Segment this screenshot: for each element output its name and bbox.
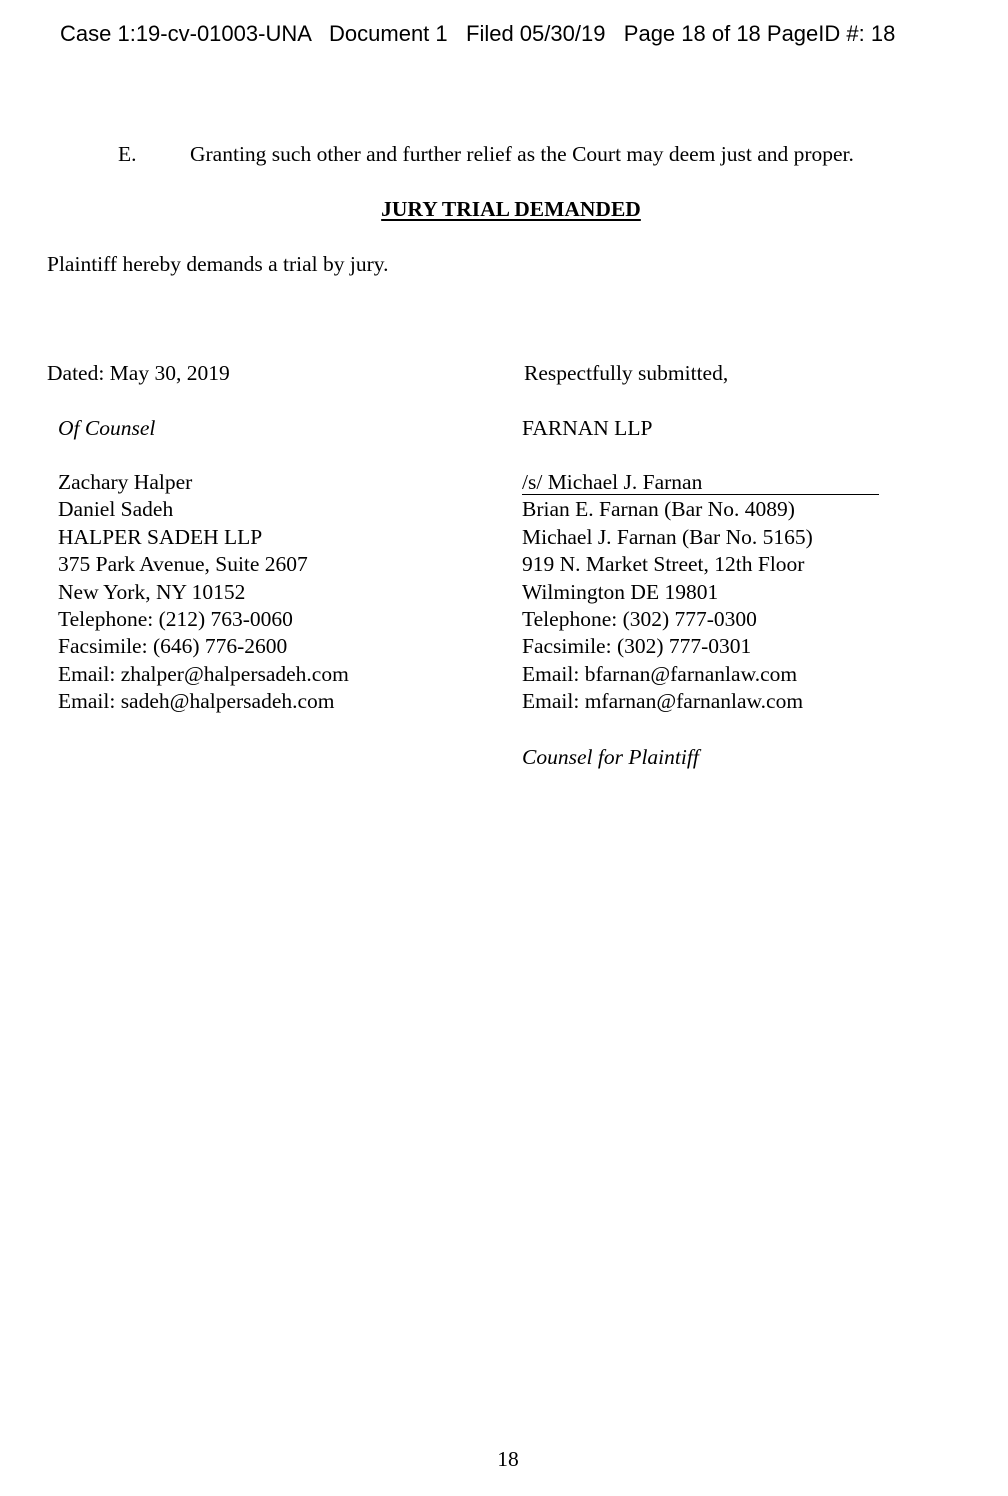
of-counsel-label: Of Counsel <box>58 416 156 440</box>
counsel-line: Brian E. Farnan (Bar No. 4089) <box>522 497 795 522</box>
counsel-line: Facsimile: (646) 776-2600 <box>58 634 288 659</box>
counsel-line: Zachary Halper <box>58 470 193 494</box>
counsel-line: Facsimile: (302) 777-0301 <box>522 634 752 659</box>
counsel-line: Telephone: (302) 777-0300 <box>522 606 757 631</box>
counsel-line: 375 Park Avenue, Suite 2607 <box>58 552 308 577</box>
relief-item-text: Granting such other and further relief as the Court may deem just and proper. <box>190 142 854 166</box>
relief-item-letter: E. <box>118 142 137 166</box>
counsel-line: Telephone: (212) 763-0060 <box>58 606 293 631</box>
of-counsel-block <box>58 469 349 716</box>
counsel-line: Email: zhalper@halpersadeh.com <box>58 661 349 686</box>
counsel-line: Email: sadeh@halpersadeh.com <box>58 689 335 714</box>
counsel-line: Email: bfarnan@farnanlaw.com <box>522 661 798 686</box>
dated-line: Dated: May 30, 2019 <box>47 361 230 385</box>
document-number: Document 1 <box>329 21 448 46</box>
counsel-line: HALPER SADEH LLP <box>58 524 263 549</box>
counsel-line: Email: mfarnan@farnanlaw.com <box>522 689 804 714</box>
jury-trial-heading: JURY TRIAL DEMANDED <box>381 197 641 221</box>
counsel-line: Daniel Sadeh <box>58 497 174 522</box>
case-number: Case 1:19-cv-01003-UNA <box>60 21 311 46</box>
filed-date: Filed 05/30/19 <box>466 21 606 46</box>
page-number: 18 <box>497 1447 519 1471</box>
plaintiff-counsel-block <box>522 469 879 716</box>
document-header <box>60 20 895 48</box>
counsel-line: New York, NY 10152 <box>58 579 246 604</box>
counsel-line: Wilmington DE 19801 <box>522 579 719 604</box>
signature-line: /s/ Michael J. Farnan <box>522 470 879 495</box>
right-firm-name: FARNAN LLP <box>522 416 653 440</box>
counsel-for-plaintiff: Counsel for Plaintiff <box>522 745 699 769</box>
counsel-line: 919 N. Market Street, 12th Floor <box>522 552 805 577</box>
counsel-line: Michael J. Farnan (Bar No. 5165) <box>522 524 813 549</box>
closing-line: Respectfully submitted, <box>524 361 729 385</box>
jury-demand-text: Plaintiff hereby demands a trial by jury. <box>47 252 389 276</box>
page-id: Page 18 of 18 PageID #: 18 <box>623 21 896 46</box>
